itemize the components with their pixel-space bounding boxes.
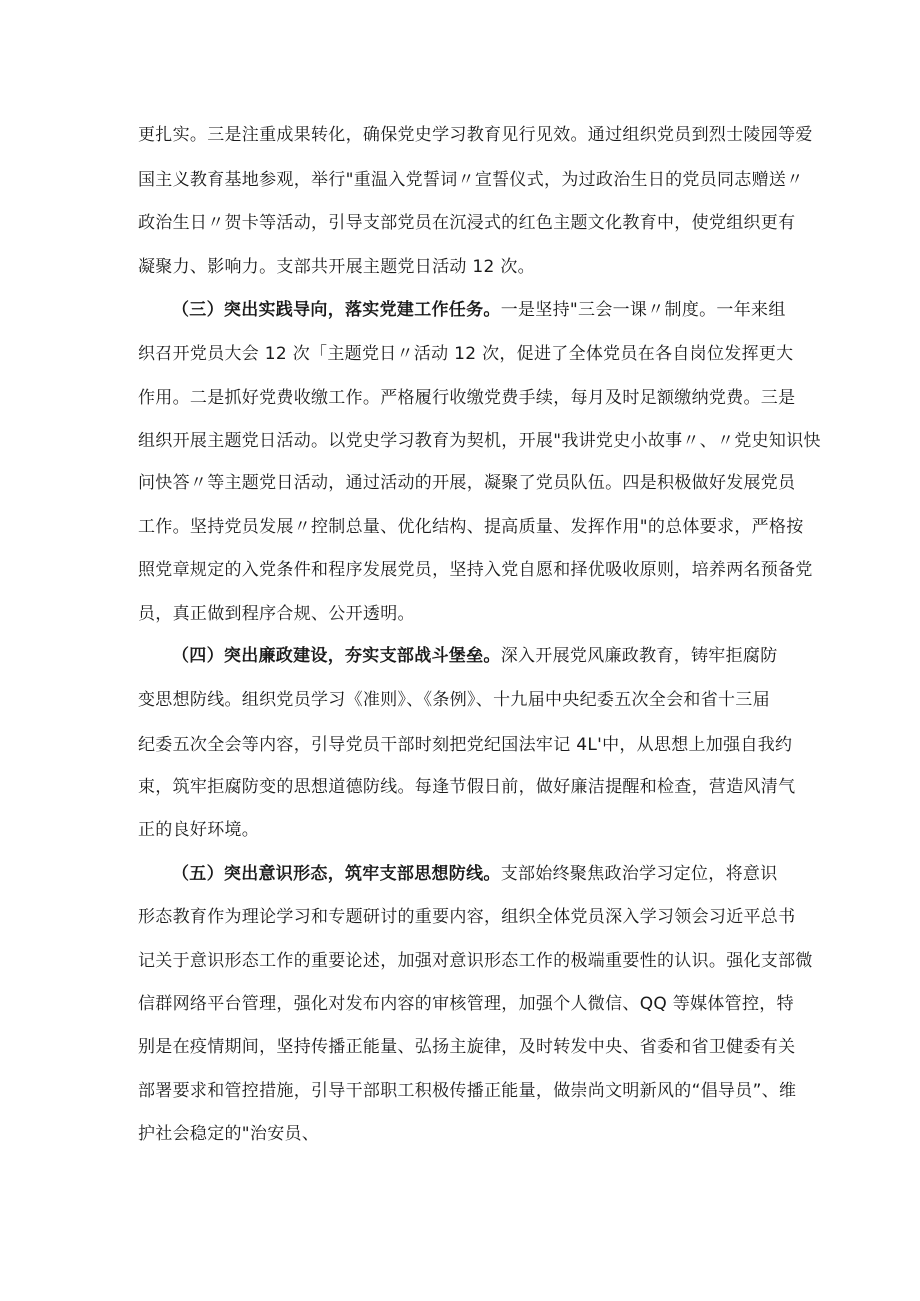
paragraph-2-line: 问快答〃等主题党日活动，通过活动的开展，凝聚了党员队伍。四是积极做好发展党员 <box>138 473 796 493</box>
paragraph-2-line: 照党章规定的入党条件和程序发展党员，坚持入党自愿和择优吸收原则，培养两名预备党 <box>138 560 813 580</box>
paragraph-4-line: 记关于意识形态工作的重要论述，加强对意识形态工作的极端重要性的认识。强化支部微 <box>138 951 813 971</box>
paragraph-3-line: 正的良好环境。 <box>138 820 260 840</box>
paragraph-3-line: 纪委五次全会等内容，引导党员干部时刻把党纪国法牢记 4L'中，从思想上加强自我约 <box>138 735 793 755</box>
paragraph-1-line: 政治生日〃贺卡等活动，引导支部党员在沉浸式的红色主题文化教育中，使党组织更有 <box>138 213 796 233</box>
paragraph-2-line: 组织开展主题党日活动。以党史学习教育为契机，开展"我讲党史小故事〃、〃党史知识快 <box>138 431 821 451</box>
paragraph-4-heading: （五）突出意识形态，筑牢支部思想防线。 <box>172 864 501 884</box>
paragraph-4-text: 支部始终聚焦政治学习定位，将意识 <box>500 864 778 884</box>
paragraph-1-line: 凝聚力、影响力。支部共开展主题党日活动 12 次。 <box>138 257 535 277</box>
paragraph-4-line: 信群网络平台管理，强化对发布内容的审核管理，加强个人微信、QQ 等媒体管控，特 <box>138 994 794 1014</box>
paragraph-2-line: 工作。坚持党员发展〃控制总量、优化结构、提高质量、发挥作用"的总体要求，严格按 <box>138 517 804 537</box>
paragraph-4-first-line <box>172 862 788 886</box>
paragraph-3-text: 深入开展党风廉政教育，铸牢拒腐防 <box>500 646 778 666</box>
paragraph-2-line: 织召开党员大会 12 次「主题党日〃活动 12 次，促进了全体党员在各自岗位发挥更大 <box>138 344 794 364</box>
paragraph-3-first-line <box>172 644 788 668</box>
paragraph-4-line: 护社会稳定的"治安员、 <box>138 1124 320 1144</box>
paragraph-3-heading: （四）突出廉政建设，夯实支部战斗堡垒。 <box>172 646 501 666</box>
paragraph-4-line: 别是在疫情期间，坚持传播正能量、弘扬主旋律，及时转发中央、省委和省卫健委有关 <box>138 1037 796 1057</box>
paragraph-1-line: 更扎实。三是注重成果转化，确保党史学习教育见行见效。通过组织党员到烈士陵园等爱 <box>138 125 813 145</box>
paragraph-3-line: 变思想防线。组织党员学习《准则》、《条例》、十九届中央纪委五次全会和省十三届 <box>138 690 770 710</box>
paragraph-2-first-line <box>172 298 788 322</box>
paragraph-4-line: 形态教育作为理论学习和专题研讨的重要内容，组织全体党员深入学习领会习近平总书 <box>138 907 796 927</box>
paragraph-2-heading: （三）突出实践导向，落实党建工作任务。 <box>172 300 501 320</box>
paragraph-2-text: 一是坚持"三会一课〃制度。一年来组 <box>500 300 786 320</box>
paragraph-4-line: 部署要求和管控措施，引导干部职工积极传播正能量，做崇尚文明新风的“倡导员”、维 <box>138 1081 797 1101</box>
paragraph-3-line: 束，筑牢拒腐防变的思想道德防线。每逢节假日前，做好廉洁提醒和检查，营造风清气 <box>138 777 796 797</box>
paragraph-1-line: 国主义教育基地参观，举行"重温入党誓词〃宣誓仪式，为过政治生日的党员同志赠送〃 <box>138 170 804 190</box>
paragraph-2-line: 员，真正做到程序合规、公开透明。 <box>138 604 415 624</box>
paragraph-2-line: 作用。二是抓好党费收缴工作。严格履行收缴党费手续，每月及时足额缴纳党费。三是 <box>138 388 796 408</box>
